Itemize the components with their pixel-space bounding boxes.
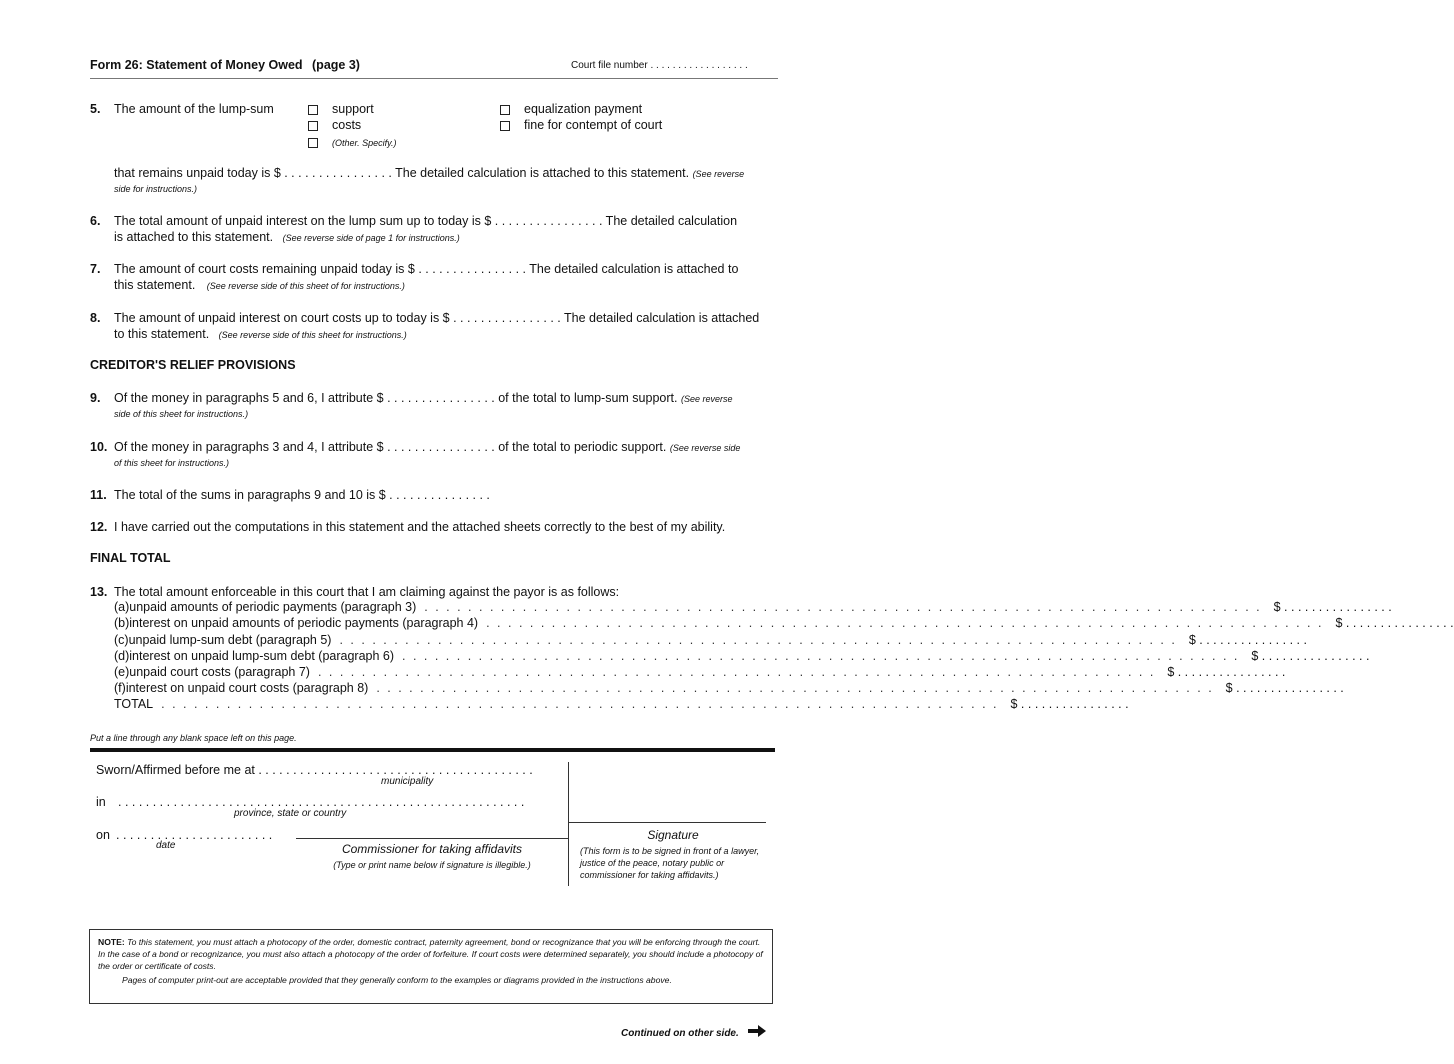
p6-line2 xyxy=(114,230,460,244)
fine-label: fine for contempt of court xyxy=(524,118,663,132)
p6-line2-text: is attached to this statement. xyxy=(114,230,274,244)
municipality-caption: municipality xyxy=(381,776,434,787)
option-other[interactable] xyxy=(308,135,397,149)
signature-note: (This form is to be signed in front of a lawyer, justice of the peace, notary public or commissioner for taking affidavits.) xyxy=(580,846,760,880)
p7-line2-text: this statement. xyxy=(114,278,196,292)
item-amount-field[interactable]: $ . . . . . . . . . . . . . . . . xyxy=(1335,616,1454,630)
p6-line1: The total amount of unpaid interest on the lump sum up to today is $ . . . . . . . . . . . . . . . . The detailed calculation xyxy=(114,214,738,228)
court-file-number xyxy=(571,60,748,71)
item-letter: (d) xyxy=(114,649,130,663)
p8-number: 8. xyxy=(90,311,101,325)
item-text: interest on unpaid court costs (paragraph 8) xyxy=(125,681,369,695)
date-caption: date xyxy=(156,840,176,851)
note-text-2: Pages of computer print-out are acceptable provided that they generally conform to the examples or diagrams provided in the instructions above. xyxy=(122,975,672,985)
province-field[interactable]: . . . . . . . . . . . . . . . . . . . . . . . . . . . . . . . . . . . . . . . . . . . . . . . . . . . . . . . . . . . xyxy=(118,795,525,809)
option-fine[interactable] xyxy=(500,118,662,132)
p8-note: (See reverse side of this sheet for instructions.) xyxy=(218,330,407,340)
p10-number: 10. xyxy=(90,440,108,454)
p13-item-e xyxy=(114,665,1286,679)
item-letter: (a) xyxy=(114,600,130,614)
option-equalization[interactable] xyxy=(500,102,642,116)
p7-line1: The amount of court costs remaining unpaid today is $ . . . . . . . . . . . . . . . . The detailed calculation is attached to xyxy=(114,262,739,276)
costs-checkbox[interactable] xyxy=(308,121,318,131)
continued-text: Continued on other side. xyxy=(621,1028,739,1039)
date-field[interactable]: . . . . . . . . . . . . . . . . . . . . . . . xyxy=(116,828,273,842)
on-label: on xyxy=(96,828,110,842)
p10-note-a: (See reverse side xyxy=(669,443,741,453)
item-text: unpaid court costs (paragraph 7) xyxy=(129,665,310,679)
item-letter: (f) xyxy=(114,681,126,695)
p13-intro: The total amount enforceable in this court that I am claiming against the payor is as follows: xyxy=(114,585,620,599)
item-text: TOTAL xyxy=(114,697,154,711)
leader-dots: . . . . . . . . . . . . . . . . . . . . . . . . . . . . . . . . . . . . . . . . . . . . . . . . . . . . . . . . . . . . . . . . . . . . . . . . . . . . . xyxy=(376,681,1214,695)
leader-dots: . . . . . . . . . . . . . . . . . . . . . . . . . . . . . . . . . . . . . . . . . . . . . . . . . . . . . . . . . . . . . . . . . . . . . . . . . . . . . xyxy=(402,649,1240,663)
blank-space-note: Put a line through any blank space left on this page. xyxy=(90,733,297,743)
p13-item-a xyxy=(114,600,1392,614)
item-text: unpaid amounts of periodic payments (paragraph 3) xyxy=(129,600,417,614)
p5-text: The amount of the lump-sum xyxy=(114,102,274,116)
note-text xyxy=(98,936,764,972)
section-divider xyxy=(90,748,775,752)
note-body: To this statement, you must attach a photocopy of the order, domestic contract, paternity agreement, bond or recognizance that you will be enforcing through the court. In the case of a bond or recognizance, you must also attach a photocopy of the order of forfeiture. If court costs were determined separately, you should include a photocopy of the order or certificate of costs. xyxy=(98,937,763,971)
item-amount-field[interactable]: $ . . . . . . . . . . . . . . . . xyxy=(1167,665,1286,679)
continued-footer xyxy=(621,1025,766,1040)
p12-number: 12. xyxy=(90,520,108,534)
fine-checkbox[interactable] xyxy=(500,121,510,131)
court-file-field[interactable]: . . . . . . . . . . . . . . . . . . xyxy=(650,60,748,71)
p9-text: Of the money in paragraphs 5 and 6, I attribute $ . . . . . . . . . . . . . . . . of the total to lump-sum support. xyxy=(114,391,678,405)
p9-note-a: (See reverse xyxy=(680,394,733,404)
p5-note-b: side for instructions.) xyxy=(114,184,198,194)
item-text: interest on unpaid lump-sum debt (paragraph 6) xyxy=(129,649,395,663)
in-label: in xyxy=(96,795,106,809)
item-text: unpaid lump-sum debt (paragraph 5) xyxy=(128,633,332,647)
note-label: NOTE: xyxy=(98,937,125,947)
signature-caption: Signature xyxy=(647,828,699,842)
item-amount-field[interactable]: $ . . . . . . . . . . . . . . . . xyxy=(1188,633,1307,647)
p13-item-f xyxy=(114,681,1344,695)
form-title xyxy=(90,58,360,72)
item-amount-field[interactable]: $ . . . . . . . . . . . . . . . . xyxy=(1273,600,1392,614)
total-amount-field[interactable]: $ . . . . . . . . . . . . . . . . xyxy=(1010,697,1129,711)
header-rule xyxy=(90,78,778,79)
costs-label: costs xyxy=(332,118,362,132)
option-costs[interactable] xyxy=(308,118,361,132)
province-caption: province, state or country xyxy=(234,808,347,819)
p5-note-a: (See reverse xyxy=(692,169,745,179)
p5-unpaid-text: that remains unpaid today is $ . . . . . . . . . . . . . . . . The detailed calculation is attached to this statement. xyxy=(114,166,690,180)
sworn-line[interactable]: Sworn/Affirmed before me at . . . . . . . . . . . . . . . . . . . . . . . . . . . . . . . . . . . . . . . . xyxy=(96,763,533,777)
signature-line[interactable] xyxy=(568,822,766,823)
item-letter: (c) xyxy=(114,633,129,647)
support-checkbox[interactable] xyxy=(308,105,318,115)
p5-line2 xyxy=(114,166,744,180)
leader-dots: . . . . . . . . . . . . . . . . . . . . . . . . . . . . . . . . . . . . . . . . . . . . . . . . . . . . . . . . . . . . . . . . . . . . . . . . . . . . . xyxy=(161,697,999,711)
commissioner-note: (Type or print name below if signature is illegible.) xyxy=(333,860,531,870)
equalization-label: equalization payment xyxy=(524,102,643,116)
item-letter: (e) xyxy=(114,665,130,679)
p12-text: I have carried out the computations in this statement and the attached sheets correctly to the best of my ability. xyxy=(114,520,726,534)
leader-dots: . . . . . . . . . . . . . . . . . . . . . . . . . . . . . . . . . . . . . . . . . . . . . . . . . . . . . . . . . . . . . . . . . . . . . . . . . . . . . xyxy=(317,665,1156,679)
p13-item-c xyxy=(114,633,1307,647)
p13-item-d xyxy=(114,649,1370,663)
equalization-checkbox[interactable] xyxy=(500,105,510,115)
item-amount-field[interactable]: $ . . . . . . . . . . . . . . . . xyxy=(1251,649,1370,663)
leader-dots: . . . . . . . . . . . . . . . . . . . . . . . . . . . . . . . . . . . . . . . . . . . . . . . . . . . . . . . . . . . . . . . . . . . . . . . . . . . . . xyxy=(486,616,1324,630)
p11-text: The total of the sums in paragraphs 9 and 10 is $ . . . . . . . . . . . . . . . xyxy=(114,488,490,502)
p6-note: (See reverse side of page 1 for instructions.) xyxy=(282,233,460,243)
page-indicator: (page 3) xyxy=(312,58,360,72)
p7-line2 xyxy=(114,278,405,292)
item-letter: (b) xyxy=(114,616,130,630)
p9-line1 xyxy=(114,391,733,405)
p10-line1 xyxy=(114,440,740,454)
creditor-relief-heading: CREDITOR'S RELIEF PROVISIONS xyxy=(90,358,296,372)
option-support[interactable] xyxy=(308,102,374,116)
p9-note-b: side of this sheet for instructions.) xyxy=(114,409,249,419)
p9-number: 9. xyxy=(90,391,101,405)
leader-dots: . . . . . . . . . . . . . . . . . . . . . . . . . . . . . . . . . . . . . . . . . . . . . . . . . . . . . . . . . . . . . . . . . . . . . . . . . . . . . xyxy=(424,600,1262,614)
p10-text: Of the money in paragraphs 3 and 4, I attribute $ . . . . . . . . . . . . . . . . of the total to periodic support. xyxy=(114,440,667,454)
leader-dots: . . . . . . . . . . . . . . . . . . . . . . . . . . . . . . . . . . . . . . . . . . . . . . . . . . . . . . . . . . . . . . . . . . . . . . . . . . . . . xyxy=(339,633,1177,647)
p13-item-total xyxy=(114,697,1129,711)
other-label: (Other. Specify.) xyxy=(332,138,397,148)
item-text: interest on unpaid amounts of periodic payments (paragraph 4) xyxy=(129,616,479,630)
item-amount-field[interactable]: $ . . . . . . . . . . . . . . . . xyxy=(1225,681,1344,695)
other-checkbox[interactable] xyxy=(308,138,318,148)
p7-note: (See reverse side of this sheet of for instructions.) xyxy=(206,281,405,291)
final-total-heading: FINAL TOTAL xyxy=(90,551,171,565)
p11-number: 11. xyxy=(90,488,107,502)
note-box xyxy=(89,929,773,1004)
p5-number: 5. xyxy=(90,102,101,116)
court-file-label: Court file number xyxy=(571,60,648,71)
p10-note-b: of this sheet for instructions.) xyxy=(114,458,230,468)
p13-item-b xyxy=(114,616,1454,630)
p6-number: 6. xyxy=(90,214,101,228)
support-label: support xyxy=(332,102,374,116)
p7-number: 7. xyxy=(90,262,101,276)
commissioner-signature-line xyxy=(296,838,568,839)
commissioner-caption: Commissioner for taking affidavits xyxy=(341,842,523,856)
p13-number: 13. xyxy=(90,585,108,599)
right-arrow-icon xyxy=(748,1025,766,1040)
p8-line2 xyxy=(114,327,407,341)
signature-box-divider xyxy=(568,762,569,886)
form-title-text: Form 26: Statement of Money Owed xyxy=(90,58,303,72)
p8-line1: The amount of unpaid interest on court costs up to today is $ . . . . . . . . . . . . . . . . The detailed calculation is attached xyxy=(114,311,760,325)
p8-line2-text: to this statement. xyxy=(114,327,210,341)
